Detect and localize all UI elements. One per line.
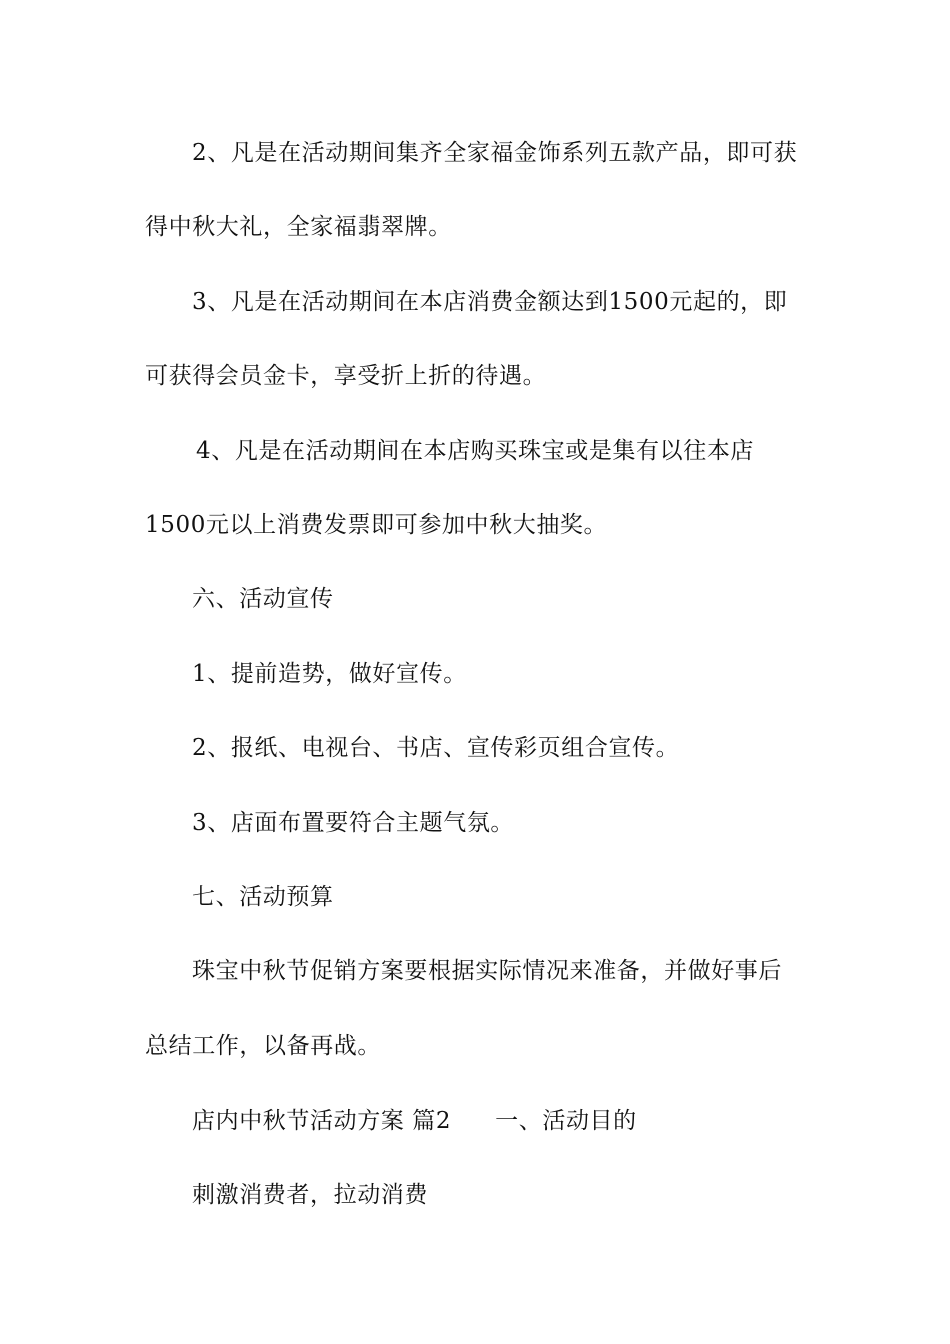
paragraph-line: 得中秋大礼，全家福翡翠牌。: [145, 214, 452, 240]
paragraph-line: 4、凡是在活动期间在本店购买珠宝或是集有以往本店: [196, 438, 755, 464]
section2-title-line: [192, 1106, 637, 1136]
paragraph-line: 3、凡是在活动期间在本店消费金额达到1500元起的，即: [192, 289, 788, 315]
list-item: 3、店面布置要符合主题气氛。: [192, 810, 515, 836]
section-heading: 六、活动宣传: [192, 586, 334, 612]
section2-heading: 一、活动目的: [495, 1108, 637, 1134]
list-item: 2、报纸、电视台、书店、宣传彩页组合宣传。: [192, 735, 680, 761]
paragraph-line: 2、凡是在活动期间集齐全家福金饰系列五款产品，即可获: [192, 140, 798, 166]
section-heading: 七、活动预算: [192, 884, 334, 910]
paragraph-line: 总结工作，以备再战。: [145, 1033, 381, 1059]
list-item: 1、提前造势，做好宣传。: [192, 661, 467, 687]
paragraph-line: 珠宝中秋节促销方案要根据实际情况来准备，并做好事后: [192, 958, 782, 984]
paragraph-line: 1500元以上消费发票即可参加中秋大抽奖。: [145, 512, 608, 538]
paragraph-line: 可获得会员金卡，享受折上折的待遇。: [145, 363, 547, 389]
section2-title: 店内中秋节活动方案 篇2: [192, 1108, 452, 1134]
paragraph-line: 刺激消费者，拉动消费: [192, 1182, 428, 1208]
